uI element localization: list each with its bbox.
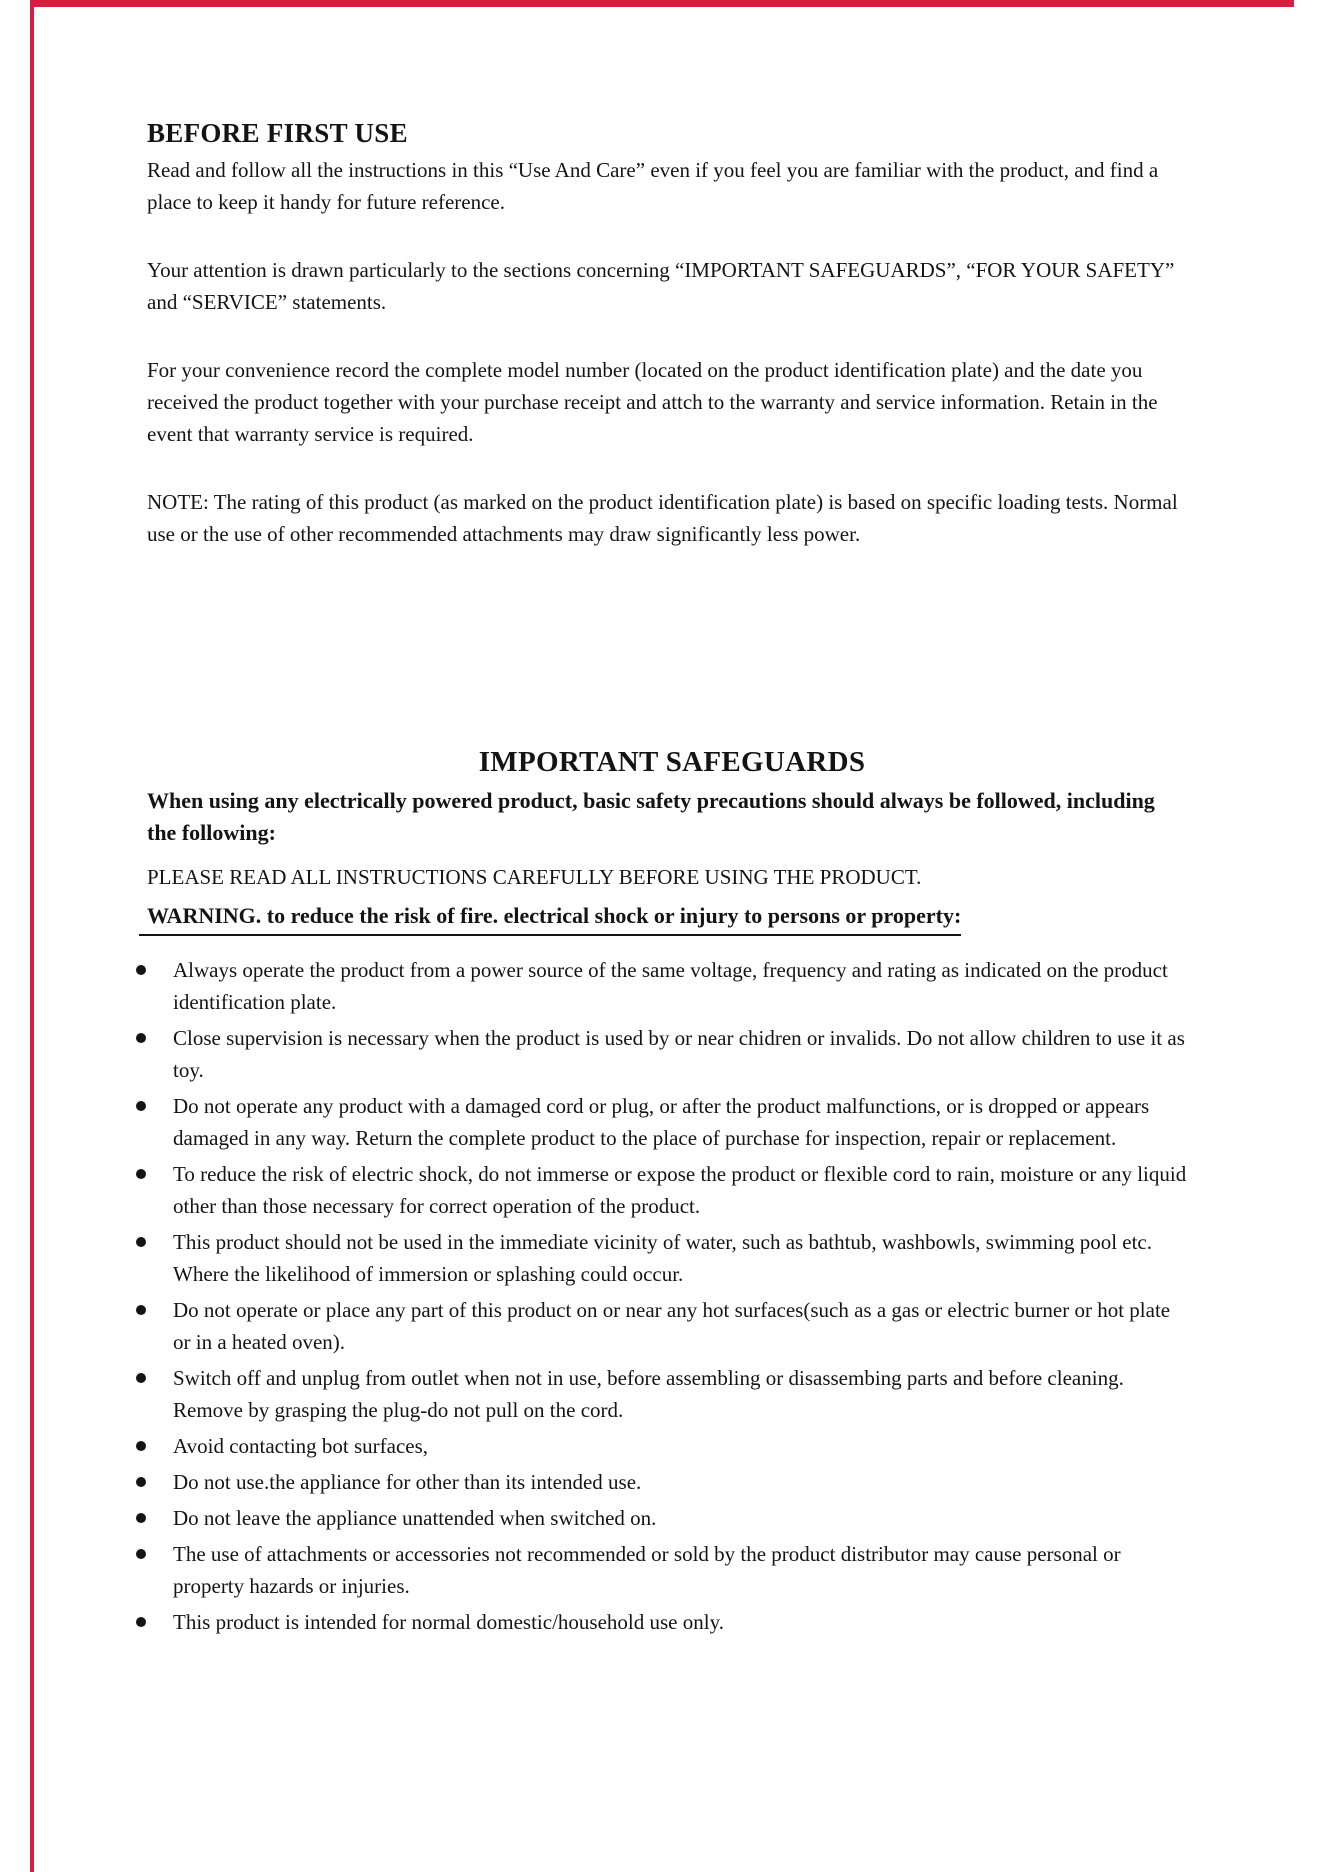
model-record-paragraph: For your convenience record the complete model number (located on the product identification plate) and the date you received the product together with your purchase receipt and attch to the warranty and service information. Retain in the event that warranty service is required. xyxy=(147,358,1158,446)
bullet-icon xyxy=(136,1373,146,1383)
rule-text: Do not operate or place any part of this product on or near any hot surfaces(such as a gas or electric burner or hot plate or in a heated oven). xyxy=(173,1298,1171,1354)
list-item xyxy=(136,1538,1187,1602)
bullet-icon xyxy=(136,965,146,975)
bullet-icon xyxy=(136,1513,146,1523)
rule-text: Avoid contacting bot surfaces, xyxy=(173,1434,429,1458)
list-item xyxy=(136,1294,1187,1358)
rating-note-paragraph: NOTE: The rating of this product (as marked on the product identification plate) is based on specific loading tests. Normal use or the use of other recommended attachments may draw significantly less power. xyxy=(147,490,1178,546)
rule-text: The use of attachments or accessories not recommended or sold by the product distributor may cause personal or property hazards or injuries. xyxy=(173,1542,1121,1598)
list-item xyxy=(136,1430,1187,1462)
rule-text: Do not leave the appliance unattended when switched on. xyxy=(173,1506,657,1530)
list-item xyxy=(136,1606,1187,1638)
list-item xyxy=(136,1158,1187,1222)
list-item xyxy=(136,1466,1187,1498)
rule-text: Switch off and unplug from outlet when not in use, before assembling or disassembing parts and before cleaning. Remove by grasping the plug-do not pull on the cord. xyxy=(173,1366,1124,1422)
list-item xyxy=(136,1022,1187,1086)
bullet-icon xyxy=(136,1477,146,1487)
bullet-icon xyxy=(136,1617,146,1627)
document-page xyxy=(147,118,1187,1642)
bullet-icon xyxy=(136,1169,146,1179)
attention-paragraph: Your attention is drawn particularly to the sections concerning “IMPORTANT SAFEGUARDS”, “FOR YOUR SAFETY” and “SERVICE” statements. xyxy=(147,258,1175,314)
list-item xyxy=(136,1226,1187,1290)
bullet-icon xyxy=(136,1549,146,1559)
bullet-icon xyxy=(136,1305,146,1315)
rule-text: Always operate the product from a power source of the same voltage, frequency and rating as indicated on the product identification plate. xyxy=(173,958,1168,1014)
important-safeguards-title: IMPORTANT SAFEGUARDS xyxy=(478,746,866,778)
bullet-icon xyxy=(136,1033,146,1043)
rule-text: This product is intended for normal domestic/household use only. xyxy=(173,1610,724,1634)
intro-paragraph: Read and follow all the instructions in this “Use And Care” even if you feel you are familiar with the product, and find a place to keep it handy for future reference. xyxy=(147,158,1159,214)
rule-text: This product should not be used in the immediate vicinity of water, such as bathtub, washbowls, swimming pool etc. Where the likelihood of immersion or splashing could occur. xyxy=(173,1230,1153,1286)
list-item xyxy=(136,954,1187,1018)
bullet-icon xyxy=(136,1101,146,1111)
list-item xyxy=(136,1090,1187,1154)
section-gap xyxy=(147,586,1187,746)
safety-lead-text: When using any electrically powered product, basic safety precautions should always be followed, including the following: xyxy=(147,788,1155,845)
safety-rules-list xyxy=(147,954,1187,1638)
list-item xyxy=(136,1502,1187,1534)
page-border-top xyxy=(30,0,1294,7)
page-border-left xyxy=(30,0,34,1872)
before-first-use-section xyxy=(147,118,1187,550)
read-instructions-notice: PLEASE READ ALL INSTRUCTIONS CAREFULLY BEFORE USING THE PRODUCT. xyxy=(147,865,922,889)
bullet-icon xyxy=(136,1441,146,1451)
warning-heading: WARNING. to reduce the risk of fire. electrical shock or injury to persons or property: xyxy=(139,899,961,936)
before-first-use-title: BEFORE FIRST USE xyxy=(147,118,408,148)
rule-text: Close supervision is necessary when the product is used by or near chidren or invalids. Do not allow children to use it as toy. xyxy=(173,1026,1185,1082)
list-item xyxy=(136,1362,1187,1426)
bullet-icon xyxy=(136,1237,146,1247)
important-safeguards-section xyxy=(147,746,1187,1638)
rule-text: Do not operate any product with a damaged cord or plug, or after the product malfunctions, or is dropped or appears damaged in any way. Return the complete product to the place of purchase for inspection, repair or replacement. xyxy=(173,1094,1150,1150)
rule-text: Do not use.the appliance for other than its intended use. xyxy=(173,1470,642,1494)
rule-text: To reduce the risk of electric shock, do not immerse or expose the product or flexible cord to rain, moisture or any liquid other than those necessary for correct operation of the product. xyxy=(173,1162,1187,1218)
